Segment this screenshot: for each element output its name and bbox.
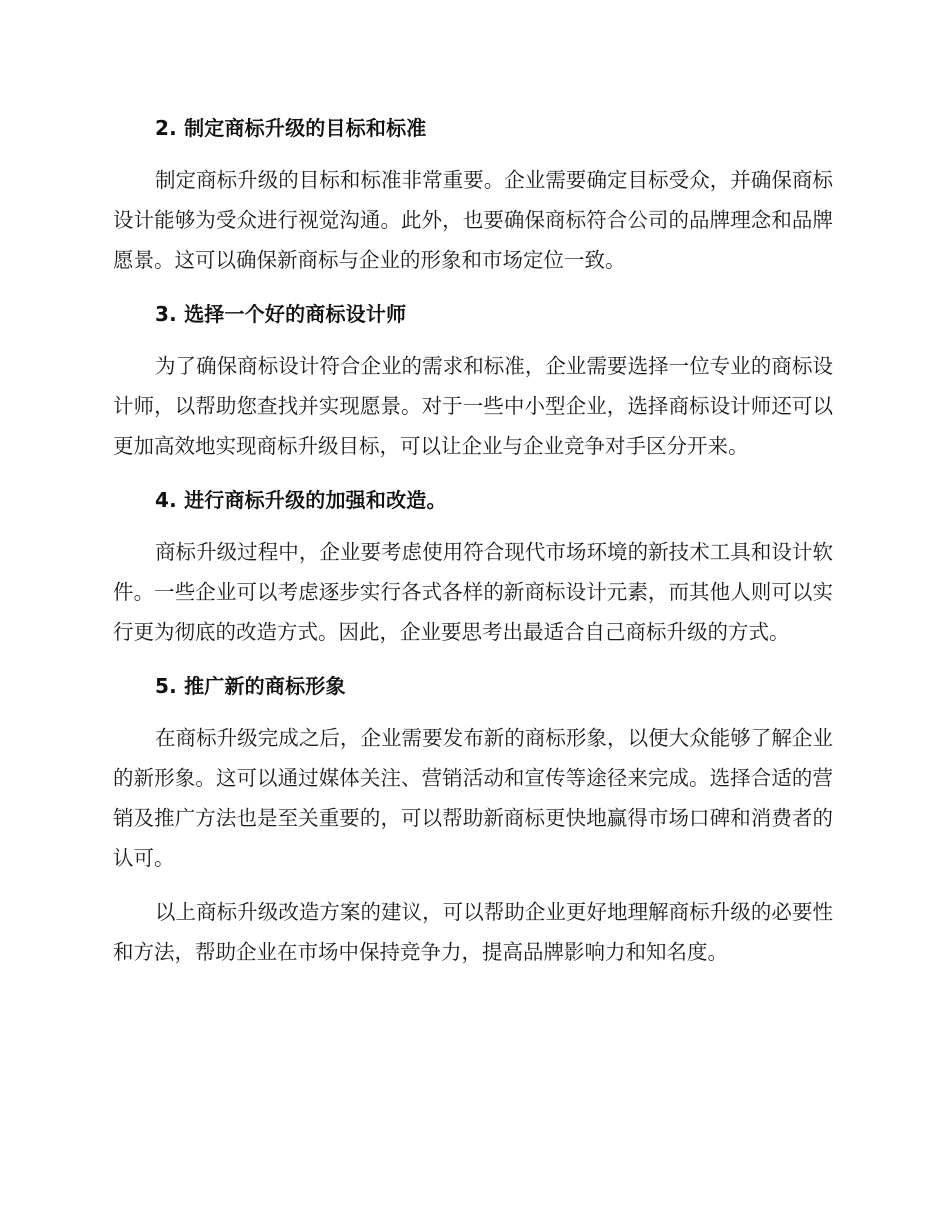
section-paragraph-3: 为了确保商标设计符合企业的需求和标准，企业需要选择一位专业的商标设计师，以帮助您查找并实现愿景。对于一些中小型企业，选择商标设计师还可以更加高效地实现商标升级目标，可以让企业与企业竞争对手区分开来。 — [113, 354, 833, 458]
section-heading-5: 5. 推广新的商标形象 — [155, 674, 346, 698]
section-paragraph-2: 制定商标升级的目标和标准非常重要。企业需要确定目标受众，并确保商标设计能够为受众进行视觉沟通。此外，也要确保商标符合公司的品牌理念和品牌愿景。这可以确保新商标与企业的形象和市场定位一致。 — [113, 168, 833, 272]
section-paragraph-4: 商标升级过程中，企业要考虑使用符合现代市场环境的新技术工具和设计软件。一些企业可以考虑逐步实行各式各样的新商标设计元素，而其他人则可以实行更为彻底的改造方式。因此，企业要思考出最适合自己商标升级的方式。 — [113, 540, 833, 644]
section-paragraph-5: 在商标升级完成之后，企业需要发布新的商标形象，以便大众能够了解企业的新形象。这可以通过媒体关注、营销活动和宣传等途径来完成。选择合适的营销及推广方法也是至关重要的，可以帮助新商标更快地赢得市场口碑和消费者的认可。 — [113, 726, 833, 870]
section-heading-3: 3. 选择一个好的商标设计师 — [155, 302, 407, 326]
conclusion-paragraph: 以上商标升级改造方案的建议，可以帮助企业更好地理解商标升级的必要性和方法，帮助企业在市场中保持竞争力，提高品牌影响力和知名度。 — [113, 900, 833, 964]
section-heading-4: 4. 进行商标升级的加强和改造。 — [155, 488, 447, 512]
section-heading-2: 2. 制定商标升级的目标和标准 — [155, 116, 427, 140]
document-body — [113, 108, 833, 986]
